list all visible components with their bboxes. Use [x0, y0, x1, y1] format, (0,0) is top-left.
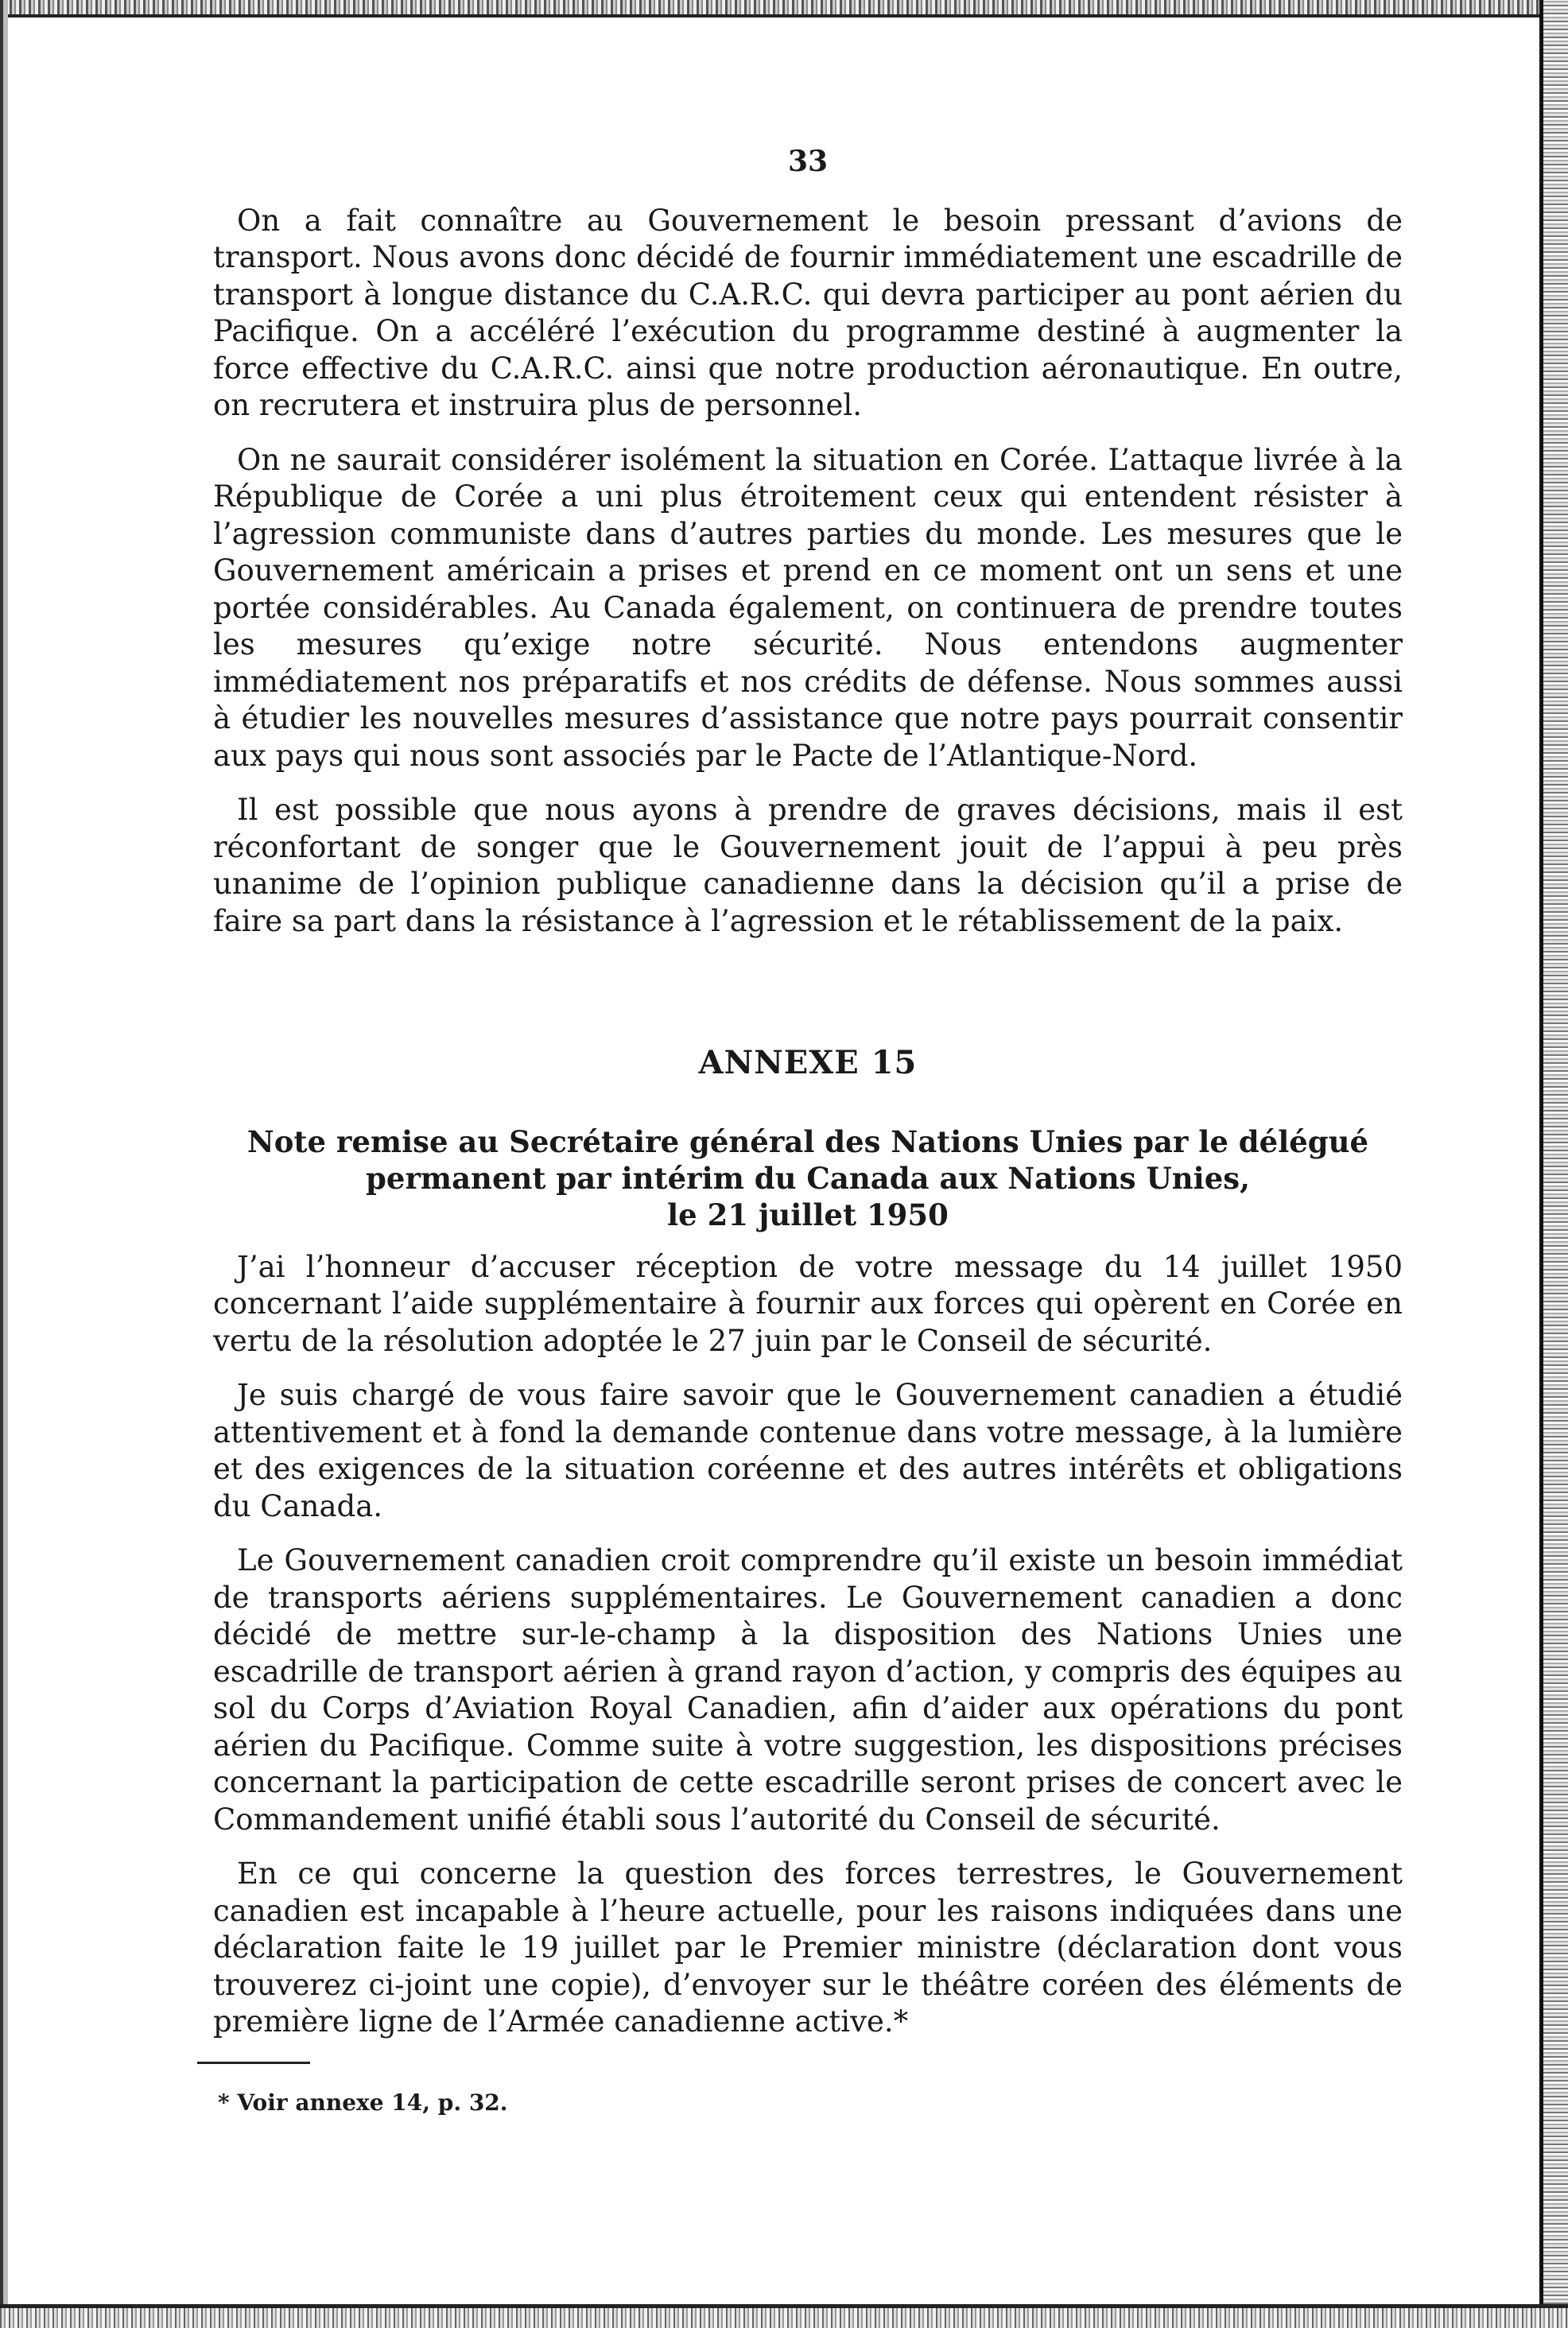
scan-border-right — [1539, 0, 1568, 2328]
annex-subtitle-line: le 21 juillet 1950 — [667, 1197, 949, 1232]
footnote: * Voir annexe 14, p. 32. — [218, 2089, 508, 2116]
scan-border-bottom — [0, 2304, 1568, 2328]
footnote-divider — [197, 2062, 310, 2064]
annex-subtitle-line: permanent par intérim du Canada aux Nations Unies, — [366, 1160, 1250, 1196]
annex-subtitle-line: Note remise au Secrétaire général des Nations Unies par le délégué — [246, 1123, 1369, 1159]
paragraph: En ce qui concerne la question des forces terrestres, le Gouvernement canadien est incapable à l’heure actuelle, pour les raisons indiquées dans une déclaration faite le 19 juillet par le Premier ministre (déclaration dont vous trouverez ci-joint une copie), d’envoyer sur le théâtre coréen des éléments de première ligne de l’Armée canadienne active.* — [213, 1857, 1403, 2039]
paragraph: Je suis chargé de vous faire savoir que le Gouvernement canadien a étudié attentivement et à fond la demande contenue dans votre message, à la lumière et des exigences de la situation coréenne et des autres intérêts et obligations du Canada. — [213, 1378, 1403, 1523]
paragraph: Il est possible que nous ayons à prendre de graves décisions, mais il est réconfortant de songer que le Gouvernement jouit de l’appui à peu près unanime de l’opinion publique canadienne dans la décision qu’il a prise de faire sa part dans la résistance à l’agression et le rétablissement de la paix. — [213, 793, 1403, 938]
paragraph: On ne saurait considérer isolément la situation en Corée. L’attaque livrée à la République de Corée a uni plus étroitement ceux qui entendent résister à l’agression communiste dans d’autres parties du monde. Les mesures que le Gouvernement américain a prises et prend en ce moment ont un sens et une portée considérables. Au Canada également, on continuera de prendre toutes les mesures qu’exige notre sécurité. Nous entendons augmenter immédiatement nos préparatifs et nos crédits de défense. Nous sommes aussi à étudier les nouvelles mesures d’assistance que notre pays pourrait consentir aux pays qui nous sont associés par le Pacte de l’Atlantique-Nord. — [213, 442, 1403, 773]
paragraph: On a fait connaître au Gouvernement le besoin pressant d’avions de transport. Nous avons donc décidé de fournir immédiatement une escadrille de transport à longue distance du C.A.R.C. qui devra participer au pont aérien du Pacifique. On a accéléré l’exécution du programme destiné à augmenter la force effective du C.A.R.C. ainsi que notre production aéronautique. En outre, on recrutera et instruira plus de personnel. — [213, 203, 1403, 422]
scan-border-left — [0, 0, 8, 2328]
document-page — [213, 143, 1403, 2121]
paragraph: Le Gouvernement canadien croit comprendre qu’il existe un besoin immédiat de transports aériens supplémentaires. Le Gouvernement canadien a donc décidé de mettre sur-le-champ à la disposition des Nations Unies une escadrille de transport aérien à grand rayon d’action, y compris des équipes au sol du Corps d’Aviation Royal Canadien, afin d’aider aux opérations du pont aérien du Pacifique. Comme suite à votre suggestion, les dispositions précises concernant la participation de cette escadrille seront prises de concert avec le Commandement unifié établi sous l’autorité du Conseil de sécurité. — [213, 1543, 1403, 1837]
section-intro — [213, 203, 1403, 941]
paragraph: J’ai l’honneur d’accuser réception de votre message du 14 juillet 1950 concernant l’aide supplémentaire à fournir aux forces qui opèrent en Corée en vertu de la résolution adoptée le 27 juin par le Conseil de sécurité. — [213, 1249, 1403, 1358]
annex-subtitle — [213, 1123, 1403, 1233]
scan-border-top — [0, 0, 1568, 17]
page-number: 33 — [787, 145, 829, 178]
annex-body — [213, 1249, 1403, 2041]
annex-title: ANNEXE 15 — [698, 1044, 918, 1081]
